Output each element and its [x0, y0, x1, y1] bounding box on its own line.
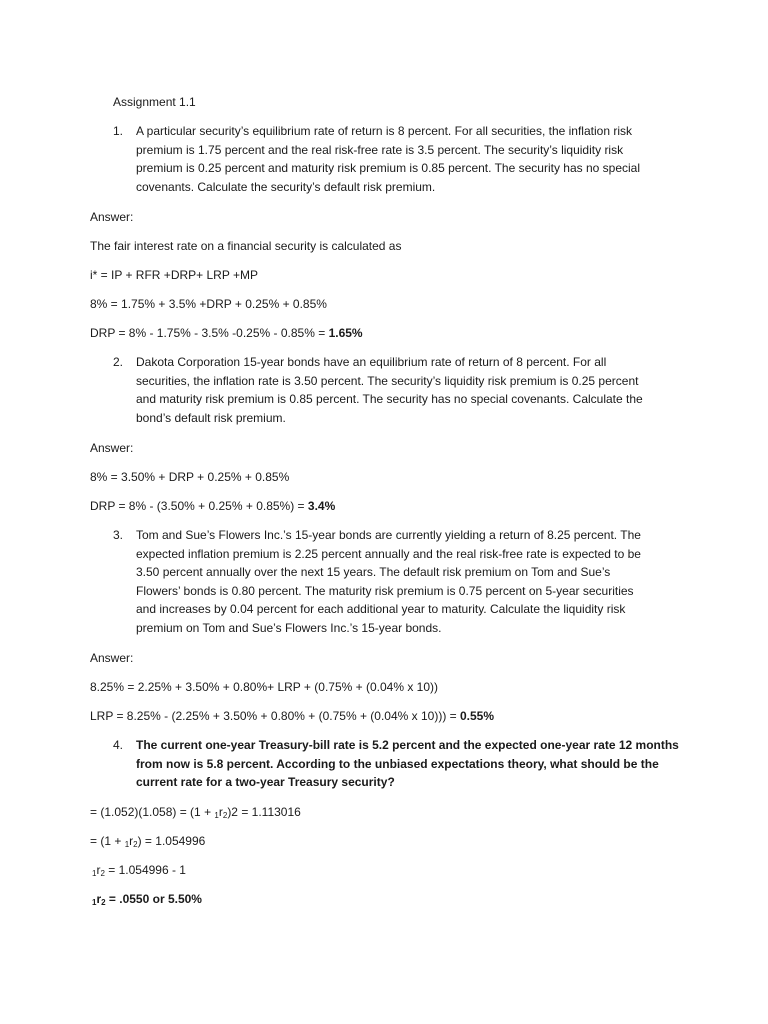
q1-line: premium is 1.75 percent and the real risk-free rate is 3.5 percent. The security’s liquidity risk [136, 142, 624, 157]
q1-text [136, 122, 676, 196]
q3-answer-result [90, 707, 494, 725]
q3-line: Flowers’ bonds is 0.80 percent. The maturity risk premium is 0.75 percent on 5-year securities [136, 583, 634, 598]
q4-step4-sub2: 2 [101, 898, 106, 907]
q1-line: A particular security’s equilibrium rate of return is 8 percent. For all securities, the inflation risk [136, 124, 632, 138]
q4-answer-step2 [90, 832, 205, 854]
q3-line: premium on Tom and Sue’s Flowers Inc.’s 15-year bonds. [136, 620, 442, 635]
q2-line: securities, the inflation rate is 3.50 percent. The security’s liquidity risk premium is 0.25 percent [136, 373, 639, 388]
q1-answer-label: Answer: [90, 210, 134, 224]
q3-text [136, 526, 676, 638]
q2-line: bond’s default risk premium. [136, 410, 286, 425]
q3-answer-equation: 8.25% = 2.25% + 3.50% + 0.80%+ LRP + (0.75% + (0.04% x 10)) [90, 680, 438, 694]
q4-step2-sub: 1 [124, 840, 130, 849]
q4-answer-step1 [90, 803, 301, 825]
q1-result-expression: DRP = 8% - 1.75% - 3.5% -0.25% - 0.85% = [90, 326, 329, 340]
q4-step4-sub: 1 [92, 898, 97, 907]
q4-step4-post: = .0550 or 5.50% [105, 892, 202, 906]
q4-line: current rate for a two-year Treasury security? [136, 775, 395, 790]
q3-line: and increases by 0.04 percent for each additional year to maturity. Calculate the liquidity risk [136, 602, 626, 617]
q4-step2-sub2: 2 [133, 840, 138, 849]
q2-answer-equation: 8% = 3.50% + DRP + 0.25% + 0.85% [90, 470, 290, 484]
q2-answer-result [90, 497, 335, 515]
q1-result-value: 1.65% [328, 326, 363, 340]
q4-step1-sub2: 2 [222, 811, 228, 820]
q4-step1-sub: 1 [214, 811, 219, 820]
q3-number: 3. [113, 528, 124, 542]
q1-answer-formula: i* = IP + RFR +DRP+ LRP +MP [90, 268, 258, 282]
q1-answer-intro: The fair interest rate on a financial security is calculated as [90, 239, 402, 253]
q4-number: 4. [113, 738, 124, 752]
assignment-title: Assignment 1.1 [113, 95, 196, 109]
q4-step1-pre: = (1.052)(1.058) = (1 + [90, 805, 215, 819]
q4-step3-post: = 1.054996 - 1 [104, 863, 186, 877]
q4-text [136, 736, 679, 792]
q4-answer-step3 [92, 861, 186, 883]
q4-line: The current one-year Treasury-bill rate is 5.2 percent and the expected one-year rate 12 months [136, 738, 679, 752]
q4-step3-sub2: 2 [100, 869, 105, 878]
q4-step2-post: ) = 1.054996 [137, 834, 206, 848]
q1-line: covenants. Calculate the security’s default risk premium. [136, 179, 436, 194]
q2-line: Dakota Corporation 15-year bonds have an equilibrium rate of return of 8 percent. For all [136, 355, 607, 369]
q3-answer-label: Answer: [90, 651, 134, 665]
q1-answer-result [90, 324, 363, 342]
q4-step2-pre: = (1 + [90, 834, 125, 848]
q2-text [136, 353, 676, 427]
q2-result-value: 3.4% [307, 499, 336, 513]
q4-step2-r: r [129, 834, 134, 848]
q4-step3-sub: 1 [92, 869, 97, 878]
q2-number: 2. [113, 355, 124, 369]
q3-line: 3.50 percent annually over the next 15 years. The default risk premium on Tom and Sue’s [136, 565, 611, 580]
q4-step3-r: r [96, 863, 101, 877]
q4-step4-r: r [96, 892, 102, 906]
q3-result-value: 0.55% [460, 709, 495, 723]
q4-answer-result [92, 890, 202, 912]
q1-number: 1. [113, 124, 124, 138]
q4-line: from now is 5.8 percent. According to the unbiased expectations theory, what should be the [136, 756, 659, 771]
q3-line: expected inflation premium is 2.25 percent annually and the real risk-free rate is expected to be [136, 546, 641, 561]
q1-line: premium is 0.25 percent and maturity risk premium is 0.85 percent. The security has no special [136, 161, 640, 176]
q2-answer-label: Answer: [90, 441, 134, 455]
q1-answer-equation: 8% = 1.75% + 3.5% +DRP + 0.25% + 0.85% [90, 297, 327, 311]
q4-step1-r: r [218, 805, 223, 819]
q3-line: Tom and Sue’s Flowers Inc.’s 15-year bonds are currently yielding a return of 8.25 percent. The [136, 528, 641, 542]
q2-result-expression: DRP = 8% - (3.50% + 0.25% + 0.85%) = [90, 499, 308, 513]
q3-result-expression: LRP = 8.25% - (2.25% + 3.50% + 0.80% + (0.75% + (0.04% x 10))) = [90, 709, 460, 723]
q4-step1-post: )2 = 1.113016 [227, 805, 301, 819]
q2-line: and maturity risk premium is 0.85 percent. The security has no special covenants. Calculate the [136, 392, 643, 407]
